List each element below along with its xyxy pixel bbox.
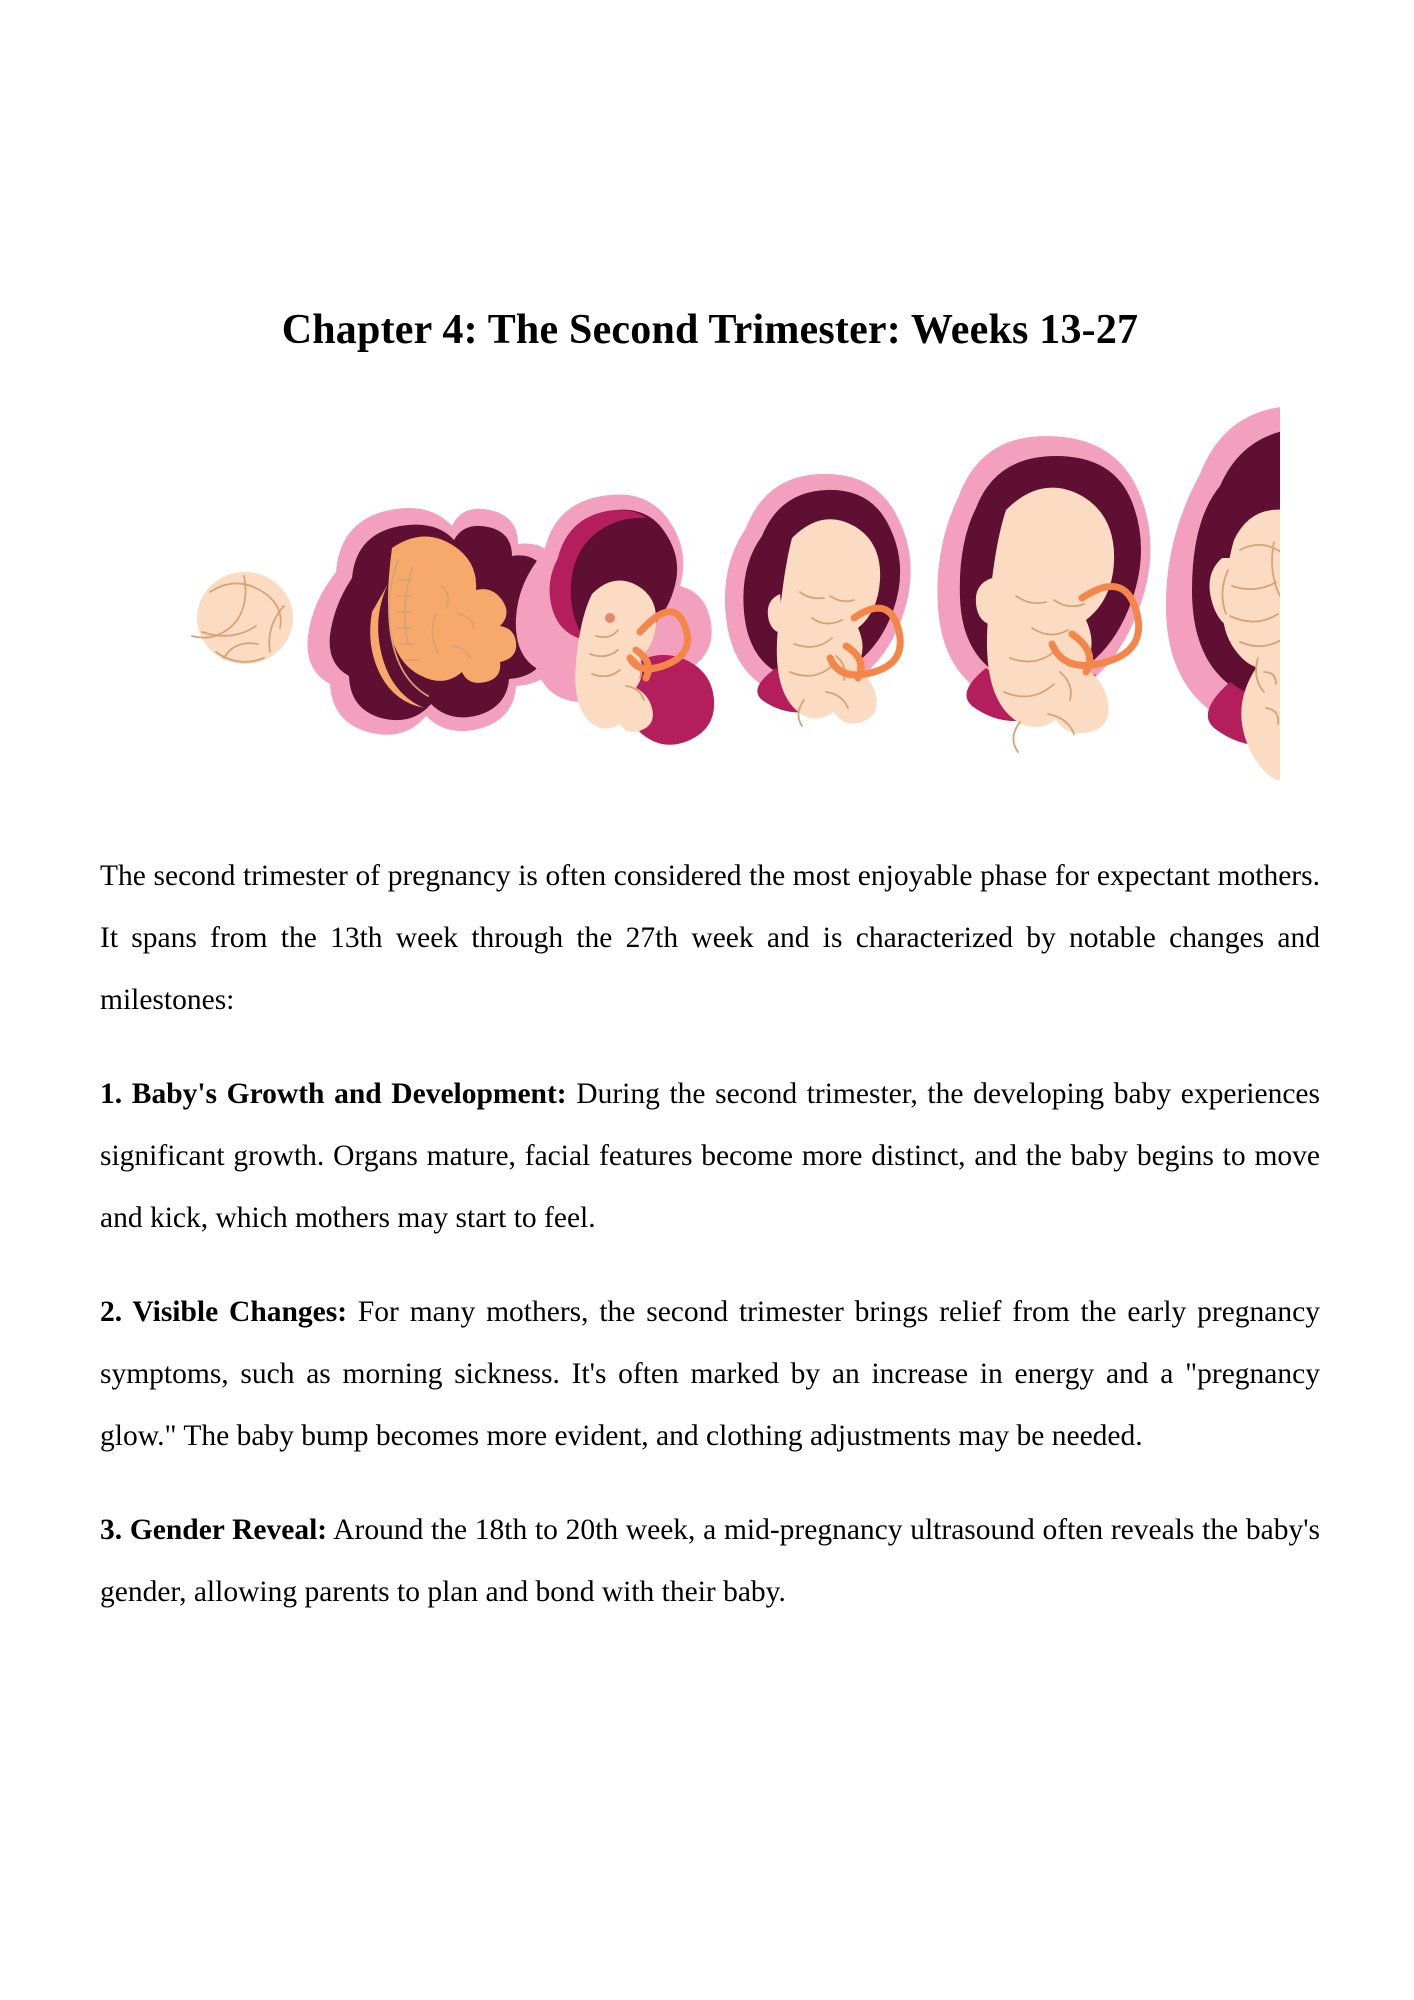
fetal-development-stages-illustration [140,400,1280,780]
paragraph-point-3 [100,1499,1320,1623]
stage-3-embryo-late [516,494,714,744]
paragraph-point-1-lead: 1. Baby's Growth and Development: [100,1078,567,1110]
paragraph-intro [100,845,1320,1031]
paragraph-point-3-lead: 3. Gender Reveal: [100,1514,328,1546]
paragraph-point-2-lead: 2. Visible Changes: [100,1296,348,1328]
page-title: Chapter 4: The Second Trimester: Weeks 13-27 [281,307,1139,354]
stage-6-fetus-full-term [1166,406,1280,780]
stage-5-fetus-second-trimester [937,436,1150,752]
stage-1-blastocyst [192,572,293,664]
paragraph-point-2 [100,1281,1320,1467]
paragraph-point-1 [100,1063,1320,1249]
paragraph-point-3-text: Around the 18th to 20th week, a mid-pregnancy ultrasound often reveals the baby's gender, allowing parents to plan and bond with their baby. [100,1514,1320,1608]
paragraph-point-2-text: For many mothers, the second trimester brings relief from the early pregnancy symptoms, such as morning sickness. It's often marked by an increase in energy and a "pregnancy glow." The baby bump becomes more evident, and clothing adjustments may be needed. [100,1296,1320,1452]
stage-4-fetus-first-trimester [725,474,911,726]
paragraph-point-1-text: During the second trimester, the developing baby experiences significant growth. Organs mature, facial features become more distinct, and the baby begins to move and kick, which mothers may start to feel. [100,1078,1320,1234]
paragraph-intro-text: The second trimester of pregnancy is often considered the most enjoyable phase for expectant mothers. It spans from the 13th week through the 27th week and is characterized by notable changes and milestones: [100,860,1320,1016]
article-body [100,845,1320,1623]
